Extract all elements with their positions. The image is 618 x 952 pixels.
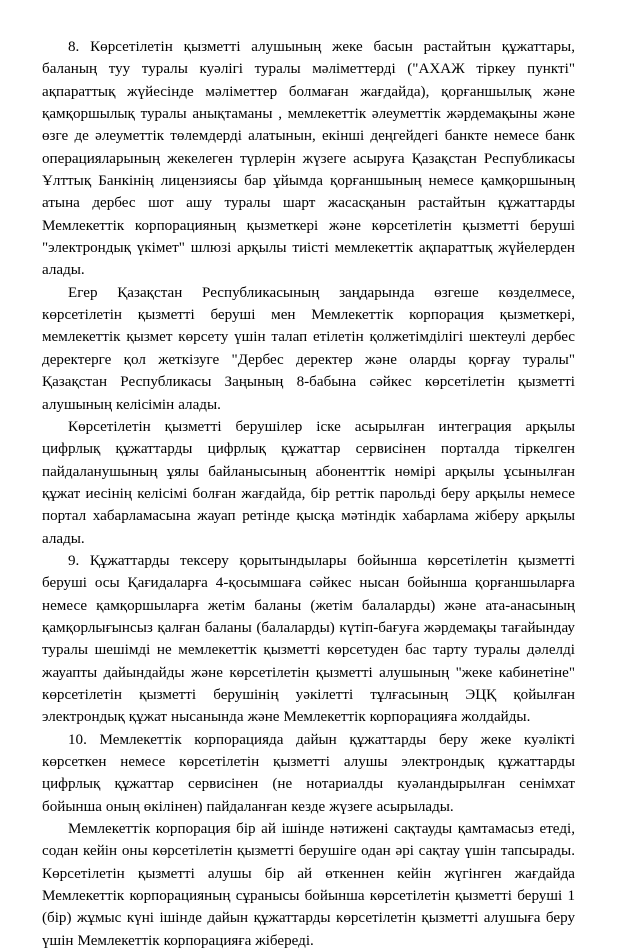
paragraph-digital-documents-integration: Көрсетілетін қызметті берушілер іске асырылған интеграция арқылы цифрлық құжаттарды цифрлық құжаттар сервисінен порталда тіркелген пайдаланушының ұялы байланысының абоненттік нөмірі арқылы ұсынылған құжат иесінің келісімі болған жағдайда, бір реттік парольді беру арқылы немесе портал хабарламасына жауап ретінде қысқа мәтіндік хабарлама жіберу арқылы алады. [42, 418, 575, 547]
paragraph-result-storage: Мемлекеттік корпорация бір ай ішінде нәтижені сақтауды қамтамасыз етеді, содан кейін оны көрсетілетін қызметті берушіге одан әрі сақтау үшін тапсырады. Көрсетілетін қызметті алушы бір ай өткеннен кейін жүгінген жағдайда Мемлекеттік корпорацияның сұранысы бойынша көрсетілетін қызметті беруші 1 (бір) жұмыс күні ішінде дайын құжаттарды көрсетілетін қызметті алушыға беру үшін Мемлекеттік корпорацияға жібереді. [42, 821, 575, 949]
paragraph-10: 10. Мемлекеттік корпорацияда дайын құжаттарды беру жеке куәлікті көрсеткен немесе көрсетілетін қызметті алушы электрондық құжаттарды цифрлық құжаттар сервисінен (не нотариалды куәландырылған сенімхат бойынша оның өкілінен) пайдаланған кезде жүзеге асырылады. [42, 731, 575, 815]
paragraph-8: 8. Көрсетілетін қызметті алушының жеке басын растайтын құжаттары, баланың туу туралы куәлігі туралы мәліметтерді ("АХАЖ тіркеу пункті" ақпараттық жүйесінде мәліметтер болмаған жағдайда), қорғаншылық және қамқоршылық туралы анықтаманы , мемлекеттік әлеуметтік жәрдемақыны және өзге де әлеуметтік төлемдерді алатынын, екінші деңгейдегі банкте немесе банк операцияларының жекелеген түрлерін жүзеге асыруға Қазақстан Республикасы Ұлттық Банкінің лицензиясы бар ұйымда қорғаншының немесе қамқоршының атына дербес шот ашу туралы шарт жасасқанын растайтын құжаттарды Мемлекеттік корпорацияның қызметкері және көрсетілетін қызметті беруші "электрондық үкімет" шлюзі арқылы тиісті мемлекеттік ақпараттық жүйелерден алады. [42, 39, 575, 279]
paragraph-9: 9. Құжаттарды тексеру қорытындылары бойынша көрсетілетін қызметті беруші осы Қағидаларға 4-қосымшаға сәйкес нысан бойынша қорғаншыларға немесе қамқоршыларға жетім баланы (жетім балаларды) және ата-анасының қамқорлығынсыз қалған баланы (балаларды) күтіп-бағуға жәрдемақы тағайындау туралы шешімді не мемлекеттік қызметті көрсетуден бас тарту туралы дәлелді жауапты дайындайды және көрсетілетін қызметті алушының "жеке кабинетіне" көрсетілетін қызметті берушінің уәкілетті тұлғасының ЭЦҚ қойылған электрондық құжат нысанында және Мемлекеттік корпорацияға жолдайды. [42, 552, 575, 726]
paragraph-consent-conditions: Егер Қазақстан Республикасының заңдарында өзгеше көзделмесе, көрсетілетін қызметті беруші мен Мемлекеттік корпорация қызметкері, мемлекеттік қызмет көрсету үшін талап етілетін қолжетімділігі шектеулі дербес деректерге қол жеткізуге "Дербес деректер және оларды қорғау туралы" Қазақстан Республикасы Заңының 8-бабына сәйкес көрсетілетін қызметті алушының келісімін алады. [42, 284, 575, 413]
document-body [42, 36, 575, 952]
